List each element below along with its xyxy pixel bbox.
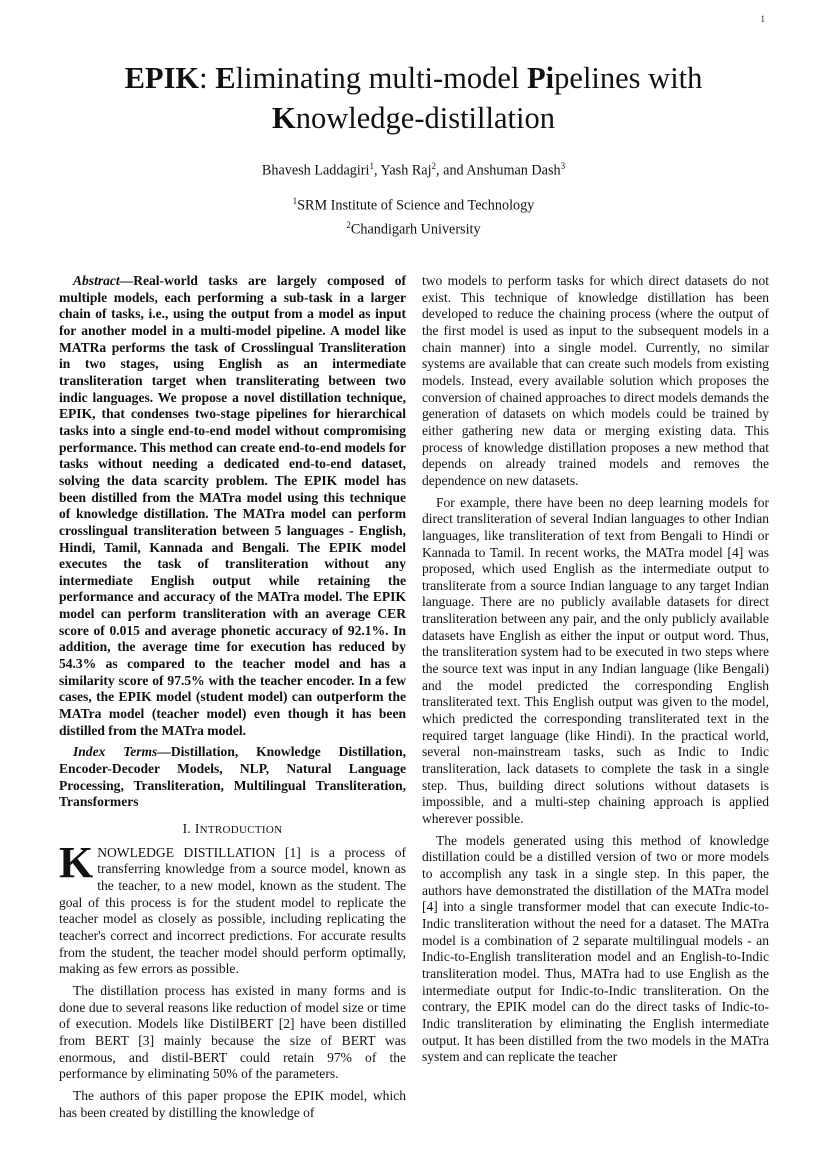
abstract-text: —Real-world tasks are largely composed of multiple models, each performing a sub-task in a larger chain of tasks, i.e., using the output from a model as input for another model in a multi-model pipeline. A model like MATRa performs the task of Crosslingual Transliteration in two stages, using English as an intermediate transliteration target when transliterating between two indic languages. We propose a novel distillation technique, EPIK, that condenses two-stage pipelines for hierarchical tasks into a single end-to-end model without compromising performance. This method can create end-to-end models for tasks without needing a dedicated end-to-end dataset, solving the data scarcity problem. The EPIK model has been distilled from the MATra model using this technique of knowledge distillation. The MATra model can perform crosslingual transliteration between 5 languages - English, Hindi, Tamil, Kannada and Bengali. The EPIK model executes the task of transliteration without any intermediate English output while retaining the performance and accuracy of the MATra model. The EPIK model can perform transliteration with an average CER score of 0.015 and average phonetic accuracy of 92.1%. In addition, the average time for execution has reduced by 54.3% as compared to the teacher model and has a similarity score of 97.5% with the teacher encoder. In a few cases, the EPIK model (student model) can outperform the MATra model (teacher model) even though it has been distilled from the MATra model. — [59, 273, 406, 738]
title-part: pelines with — [554, 61, 703, 95]
title-part: EPIK — [124, 61, 200, 95]
affiliation-name: SRM Institute of Science and Technology — [297, 197, 535, 214]
author-list — [0, 161, 827, 180]
affiliation-mark: 2 — [346, 219, 351, 230]
title-part: K — [272, 101, 296, 135]
right-column — [422, 273, 769, 1071]
affiliation-mark: 1 — [292, 196, 298, 206]
intro-paragraph-5: The models generated using this method of knowledge distillation could be a distilled version of two or more models to accomplish any task in a single step. In this paper, the authors have demonstrated the distillation of the MATra model [4] into a single transformer model that can execute Indic-to-Indic transliteration without the need for a dataset. The MATra model is a combination of 2 separate multilingual models - an Indic-to-English transliteration model and an English-to-Indic transliteration model. Thus, MATra had to use English as the intermediate output for Indic-to-Indic transliteration. On the contrary, the EPIK model can do the direct tasks of Indic-to-Indic transliteration by eliminating the English intermediate output. It has been distilled from the two models in the MATra system and can replicate the teacher — [422, 832, 769, 1065]
intro-paragraph-3-start: The authors of this paper propose the EPIK model, which has been created by distilling the knowledge of — [59, 1087, 406, 1120]
index-terms — [59, 744, 406, 811]
affiliation-list — [0, 192, 827, 239]
affiliation — [0, 216, 827, 240]
author-affiliation-mark: 2 — [431, 161, 437, 171]
intro-paragraph-4: For example, there have been no deep learning models for direct transliteration of several Indian languages to other Indian languages, like transliteration of text from Bengali to Hindi or Kannada to Tamil. In recent works, the MATra model [4] was proposed, which used English as the intermediate output to transliterate from a source Indian language to any target Indian language. There are no publicly available datasets for direct transliteration between any pair, and the only publicly available datasets have English as either the input or output word. Thus, the transliteration system had to be executed in two steps where the source text was input in any Indian language (like Bengali) and the model predicted the corresponding English transliterated text. This English output was given to the model, which predicted the corresponding transliterated text in the required target language (like Hindi). In the practical world, several non-mainstream tasks, such as Indic to Indic transliteration, lack datasets to complete the task in a single step. Thus, building direct solutions without datasets is impossible, and a multi-step chaining approach is applied wherever possible. — [422, 494, 769, 826]
affiliation-name: Chandigarh University — [350, 221, 481, 238]
intro-paragraph-1 — [59, 837, 406, 978]
title-part: E — [215, 61, 236, 95]
author-name: Anshuman Dash — [466, 162, 561, 179]
author-name: Yash Raj — [380, 162, 432, 179]
intro-paragraph-3-continued: two models to perform tasks for which direct datasets do not exist. This technique of knowledge distillation has been developed to reduce the chaining process (where the output of the first model is used as input to the subsequent models in a chain manner) into a single model. Currently, no similar systems are available that can create such models from existing models. Instead, every available solution which proposes the conversion of chained approaches to direct models demands the generation of datasets on which models could be trained by either gathering new data or merging existing data. This process of knowledge distillation proposes a new method that depends on already trained models and removes the dependence on new datasets. — [422, 273, 769, 488]
author-affiliation-mark: 3 — [560, 161, 566, 171]
section-heading-introduction — [59, 821, 406, 839]
index-terms-label: Index Terms — [73, 744, 158, 760]
author-affiliation-mark: 1 — [369, 161, 374, 171]
title-part: liminating multi-model — [235, 61, 528, 95]
paragraph-text: NOWLEDGE DISTILLATION [1] is a process of transferring knowledge from a source model, known as the teacher, to a new model, known as the student. The goal of this process is for the student model to replicate the teacher model as closely as possible, including replicating the teacher's correct and incorrect predictions. For accurate results from the student, the teacher model should perform optimally, making as few errors as possible. — [59, 844, 406, 977]
title-part: Pi — [527, 61, 555, 95]
title-line-2 — [272, 101, 555, 135]
abstract-label: Abstract — [73, 273, 120, 288]
title-part: : — [199, 61, 216, 95]
paper-title — [0, 58, 827, 138]
drop-cap: K — [59, 837, 94, 887]
title-part: nowledge-distillation — [295, 101, 555, 135]
affiliation — [0, 192, 827, 216]
section-title-rest: NTRODUCTION — [199, 824, 283, 836]
page-number: 1 — [760, 14, 765, 24]
author-separator: , and — [436, 162, 467, 179]
section-title-initial: I — [194, 821, 200, 836]
intro-paragraph-2: The distillation process has existed in many forms and is done due to several reasons like reduction of model size or time of execution. Models like DistilBERT [2] have been distilled from BERT [3] mainly because the size of BERT was enormous, and distil-BERT could retain 97% of the performance by eliminating 50% of the parameters. — [59, 982, 406, 1082]
title-line-1 — [125, 61, 703, 95]
index-terms-text: —Distillation, Knowledge Distillation, Encoder-Decoder Models, NLP, Natural Language Processing, Transliteration, Multilingual Transliteration, Transformers — [59, 744, 406, 810]
section-number: I. — [182, 821, 192, 836]
left-column — [59, 273, 406, 1126]
author-name: Bhavesh Laddagiri — [261, 162, 370, 179]
abstract — [59, 273, 406, 739]
author-separator: , — [373, 162, 381, 179]
